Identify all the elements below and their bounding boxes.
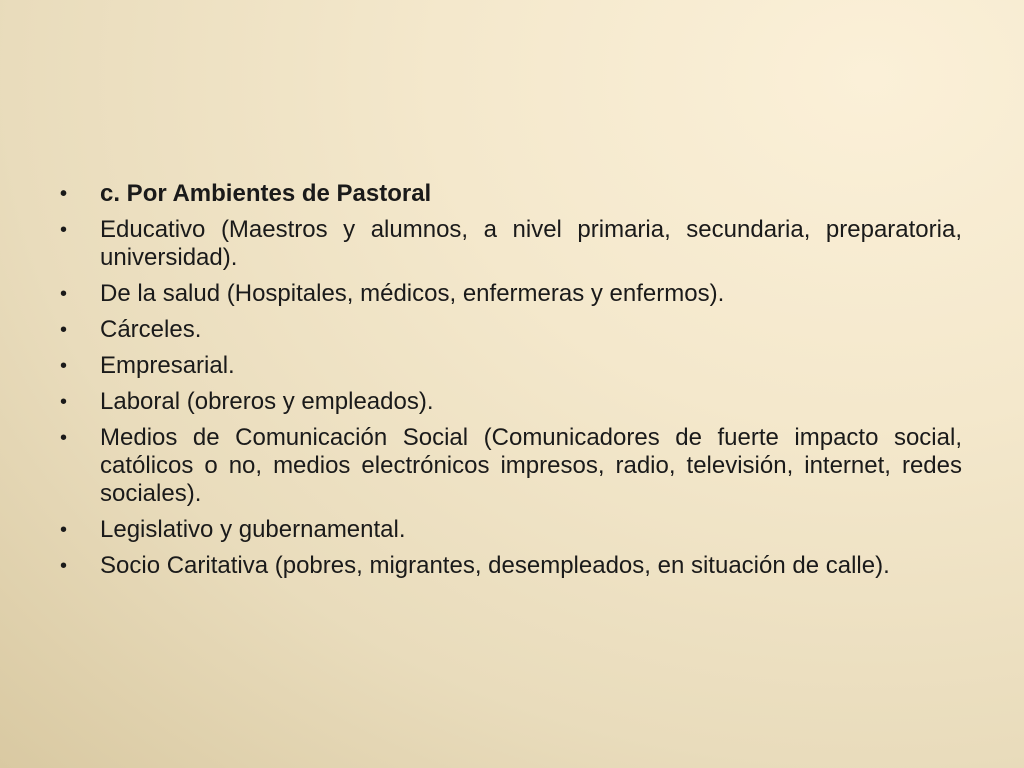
bullet-text: Cárceles. <box>100 316 202 343</box>
bullet-dot-icon: • <box>60 391 68 413</box>
bullet-text: Medios de Comunicación Social (Comunicadores de fuerte impacto social, católicos o no, medios electrónicos impresos, radio, televisión, internet, redes sociales). <box>100 424 962 507</box>
bullet-dot-icon: • <box>60 183 68 205</box>
bullet-list <box>60 180 962 588</box>
bullet-dot-icon: • <box>60 427 68 449</box>
bullet-text: Legislativo y gubernamental. <box>100 516 406 543</box>
bullet-item-carceles <box>60 316 962 344</box>
bullet-item-empresarial <box>60 352 962 380</box>
bullet-dot-icon: • <box>60 355 68 377</box>
bullet-dot-icon: • <box>60 555 68 577</box>
bullet-dot-icon: • <box>60 319 68 341</box>
bullet-dot-icon: • <box>60 519 68 541</box>
bullet-item-salud <box>60 280 962 308</box>
bullet-item-educativo <box>60 216 962 272</box>
bullet-item-heading <box>60 180 962 208</box>
bullet-dot-icon: • <box>60 283 68 305</box>
bullet-item-legislativo <box>60 516 962 544</box>
bullet-text: Laboral (obreros y empleados). <box>100 388 434 415</box>
bullet-text: Socio Caritativa (pobres, migrantes, desempleados, en situación de calle). <box>100 552 890 579</box>
bullet-text: c. Por Ambientes de Pastoral <box>100 180 432 207</box>
bullet-item-laboral <box>60 388 962 416</box>
bullet-item-socio-caritativa <box>60 552 962 580</box>
bullet-item-medios <box>60 424 962 508</box>
bullet-text: Educativo (Maestros y alumnos, a nivel primaria, secundaria, preparatoria, universidad). <box>100 216 962 271</box>
bullet-text: De la salud (Hospitales, médicos, enfermeras y enfermos). <box>100 280 725 307</box>
bullet-text: Empresarial. <box>100 352 235 379</box>
bullet-dot-icon: • <box>60 219 68 241</box>
